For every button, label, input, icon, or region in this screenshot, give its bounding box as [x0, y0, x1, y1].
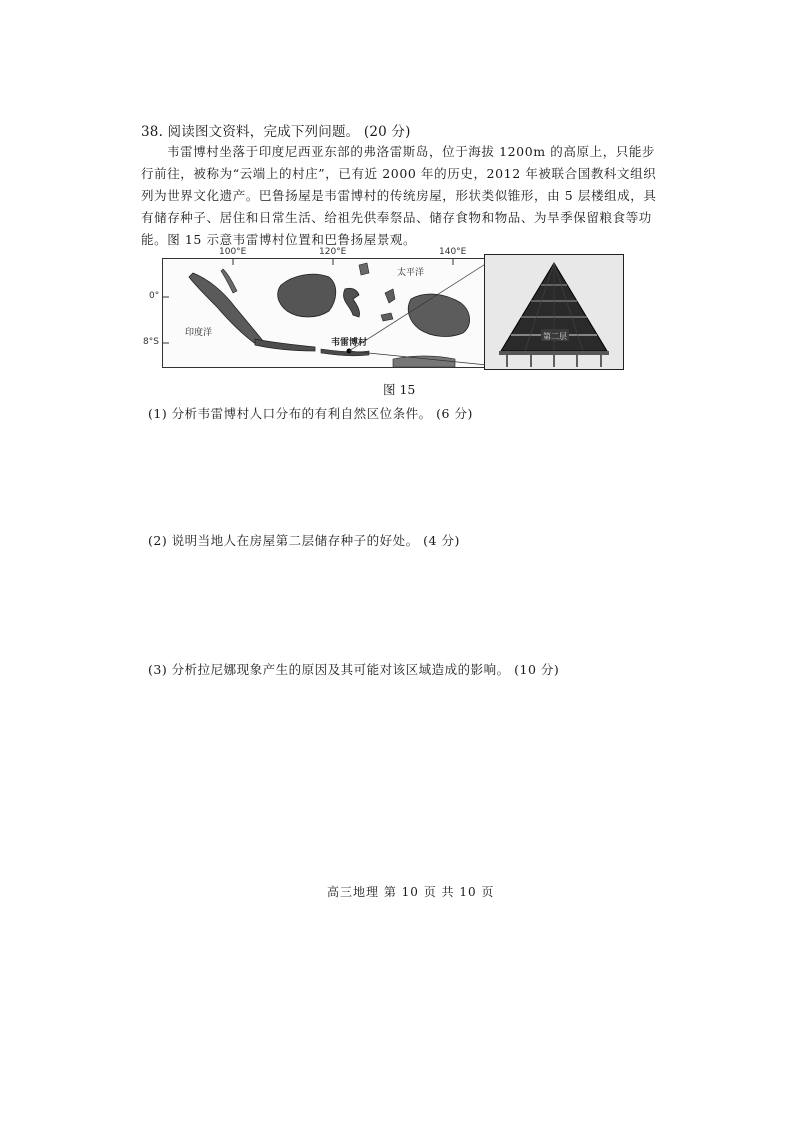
latitude-label-0: 0°: [149, 291, 160, 301]
label-second-floor: 第二层: [543, 332, 567, 341]
house-drawing: [485, 255, 623, 369]
page-footer: 高三地理 第 10 页 共 10 页: [327, 885, 495, 899]
label-indian-ocean: 印度洋: [185, 328, 213, 338]
house-illustration: [484, 254, 624, 370]
figure-15: [143, 247, 622, 368]
longitude-label-140: 140°E: [439, 247, 467, 257]
label-village: 韦雷博村: [331, 338, 368, 348]
map-drawing: [163, 259, 487, 367]
label-pacific-ocean: 太平洋: [397, 268, 425, 278]
indonesia-map: [143, 247, 488, 368]
longitude-label-120: 120°E: [319, 247, 347, 257]
subquestion-3: (3) 分析拉尼娜现象产生的原因及其可能对该区域造成的影响。 (10 分): [148, 662, 560, 677]
question-paragraph-text: 韦雷博村坐落于印度尼西亚东部的弗洛雷斯岛，位于海拔 1200m 的高原上，只能步行前往，被称为“云端上的村庄”，已有近 2000 年的历史，2012 年被联合国教科文组织列为世界文化遗产。巴鲁扬屋是韦雷博村的传统房屋，形状类似锥形，由 5 层楼组成，具有储存种子、居住和日常生活、给祖先供奉祭品、储存食物和物品、为旱季保留粮食等功能。图 15 示意韦雷博村位置和巴鲁扬屋景观。: [141, 144, 657, 247]
question-title: 38. 阅读图文资料，完成下列问题。 (20 分): [141, 124, 411, 140]
figure-caption: 图 15: [383, 382, 416, 397]
latitude-label-8s: 8°S: [143, 337, 159, 347]
subquestion-2: (2) 说明当地人在房屋第二层储存种子的好处。 (4 分): [148, 533, 460, 548]
subquestion-1: (1) 分析韦雷博村人口分布的有利自然区位条件。 (6 分): [148, 406, 473, 421]
longitude-label-100: 100°E: [219, 247, 247, 257]
question-paragraph: [141, 141, 663, 251]
